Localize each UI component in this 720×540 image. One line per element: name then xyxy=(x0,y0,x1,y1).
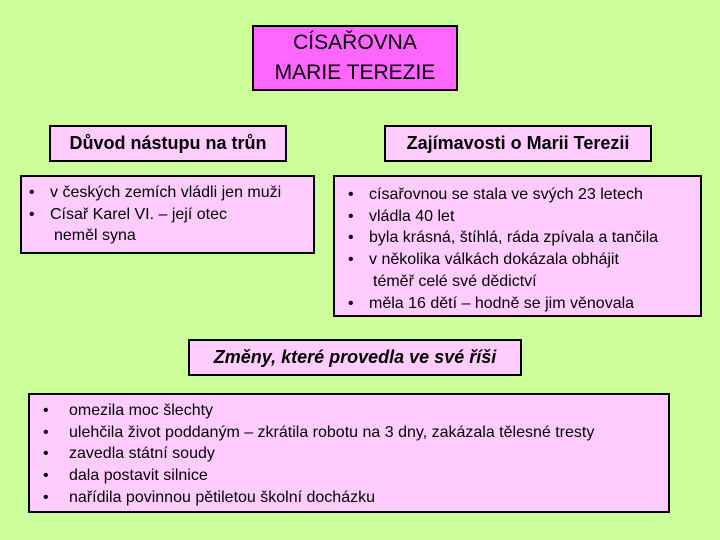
left-list xyxy=(22,177,313,247)
list-item: • v českých zemích vládli jen muži xyxy=(29,182,313,204)
bullet: • xyxy=(43,488,49,506)
list-item: • byla krásná, štíhlá, ráda zpívala a tančila xyxy=(348,227,700,249)
list-item: • Císař Karel VI. – její otec neměl syna xyxy=(29,204,313,247)
list-item: • vládla 40 let xyxy=(348,206,700,228)
bullet: • xyxy=(29,205,35,223)
bullet: • xyxy=(43,423,49,441)
bullet: • xyxy=(43,445,49,463)
bullet: • xyxy=(348,229,354,247)
list-item-continuation: neměl syna xyxy=(54,227,136,245)
list-item-continuation: téměř celé své dědictví xyxy=(373,272,537,290)
bullet: • xyxy=(348,186,354,203)
list-item: • dala postavit silnice xyxy=(43,465,668,487)
bullet: • xyxy=(43,467,49,485)
right-heading-box xyxy=(384,125,652,162)
title-box xyxy=(252,25,458,91)
list-item: • v několika válkách dokázala obhájit téměř celé své dědictví xyxy=(348,249,700,292)
right-list-box xyxy=(333,175,702,317)
right-heading: Zajímavosti o Marii Terezii xyxy=(406,133,630,153)
bullet: • xyxy=(348,207,354,225)
title-line-1: CÍSAŘOVNA xyxy=(293,31,417,54)
bottom-list-box xyxy=(28,393,670,513)
list-item: • ulehčila život poddaným – zkrátila robotu na 3 dny, zakázala tělesné tresty xyxy=(43,422,668,444)
bullet: • xyxy=(43,402,49,419)
bullet: • xyxy=(29,184,35,201)
list-item: • zavedla státní soudy xyxy=(43,443,668,465)
left-heading: Důvod nástupu na trůn xyxy=(69,133,267,153)
bottom-heading-box xyxy=(188,339,522,376)
right-list xyxy=(335,177,700,314)
left-list-box xyxy=(20,175,315,254)
left-heading-box xyxy=(49,125,287,162)
list-item: • císařovnou se stala ve svých 23 letech xyxy=(348,184,700,206)
bottom-heading: Změny, které provedla ve své říši xyxy=(213,347,497,367)
bullet: • xyxy=(348,251,354,269)
list-item: • omezila moc šlechty xyxy=(43,400,668,422)
bullet: • xyxy=(348,294,354,312)
list-item: • nařídila povinnou pětiletou školní docházku xyxy=(43,487,668,509)
list-item: • měla 16 dětí – hodně se jim věnovala xyxy=(348,293,700,315)
bottom-list xyxy=(30,395,668,509)
title-line-2: MARIE TEREZIE xyxy=(274,61,436,84)
